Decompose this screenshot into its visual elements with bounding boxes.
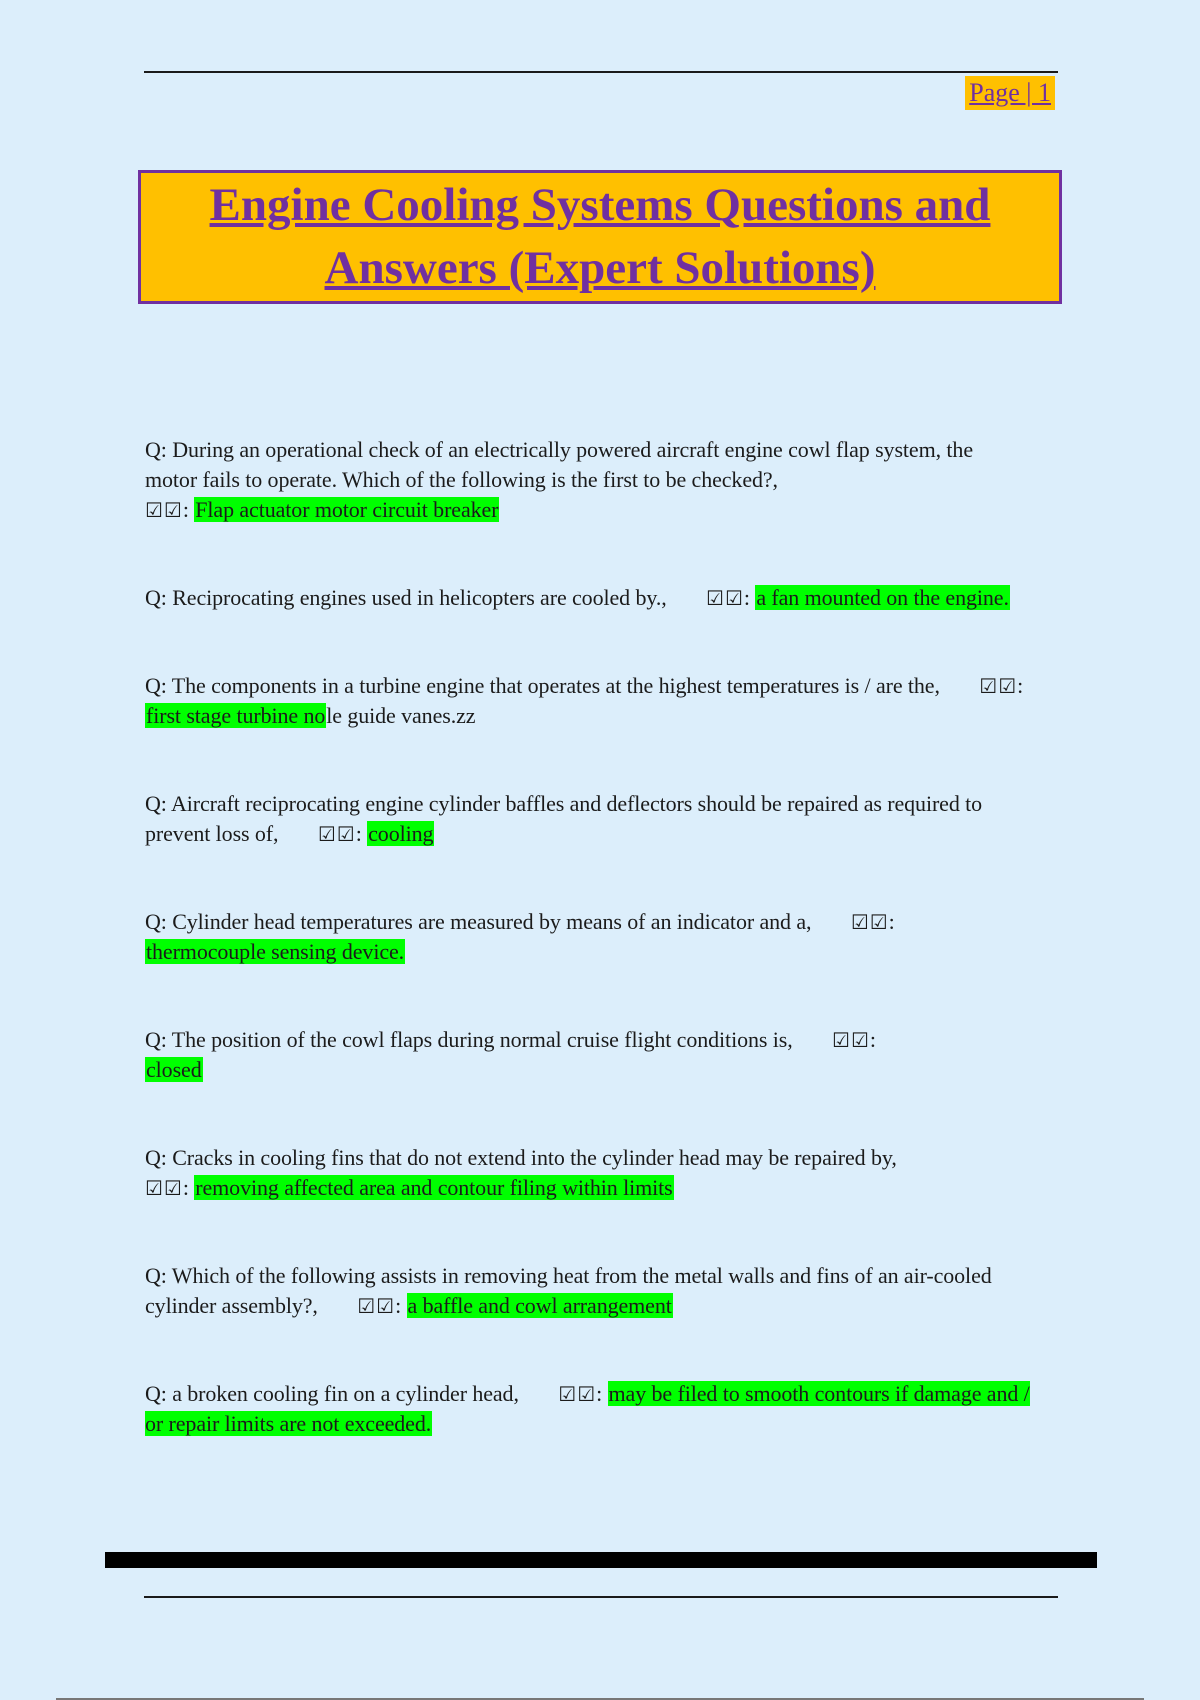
question-text: Q: a broken cooling fin on a cylinder head, [145,1381,519,1406]
question-text: Q: Cracks in cooling fins that do not extend into the cylinder head may be repaired by, [145,1145,897,1170]
qa-item [145,1261,1030,1321]
answer-separator: : [1017,673,1024,698]
double-check-icon: ☑☑ [317,822,356,846]
double-check-icon: ☑☑ [357,1294,396,1318]
question-text: Q: During an operational check of an electrically powered aircraft engine cowl flap system, the motor fails to operate. Which of the following is the first to be checked?, [145,437,973,492]
answer-separator: : [869,1027,876,1052]
answer-highlight: a fan mounted on the engine. [756,585,1009,610]
footer-rule [144,1596,1058,1598]
qa-item [145,907,1030,967]
title-banner [138,170,1062,304]
qa-list [145,435,1030,1439]
question-text: Q: Which of the following assists in removing heat from the metal walls and fins of an air-cooled cylinder assembly?, [145,1263,992,1318]
answer-separator: : [395,1293,402,1318]
qa-item [145,1379,1030,1439]
question-text: Q: Aircraft reciprocating engine cylinder baffles and deflectors should be repaired as required to prevent loss of, [145,791,983,846]
qa-item [145,789,1030,849]
section-divider [105,1552,1097,1568]
qa-item [145,583,1030,613]
answer-highlight: first stage turbine no [146,703,326,728]
header-rule [144,71,1058,73]
question-text: Q: The position of the cowl flaps during normal cruise flight conditions is, [145,1027,793,1052]
answer-highlight: removing affected area and contour filing within limits [195,1175,673,1200]
double-check-icon: ☑☑ [145,498,183,522]
double-check-icon: ☑☑ [979,674,1018,698]
answer-separator: : [182,1175,189,1200]
answer-highlight: may be filed to smooth contours if damage and / or repair limits are not exceeded. [145,1381,1030,1436]
answer-highlight: Flap actuator motor circuit breaker [195,497,499,522]
answer-highlight: thermocouple sensing device. [146,939,405,964]
qa-item [145,1143,1030,1203]
question-text: Q: Cylinder head temperatures are measured by means of an indicator and a, [145,909,812,934]
answer-separator: : [182,497,189,522]
answer-separator: : [888,909,895,934]
page-number: Page | 1 [965,76,1055,110]
answer-highlight: closed [146,1057,202,1082]
answer-tail: le guide vanes.zz [326,703,476,728]
double-check-icon: ☑☑ [558,1382,597,1406]
answer-separator: : [596,1381,603,1406]
question-text: Q: Reciprocating engines used in helicopters are cooled by., [145,585,667,610]
double-check-icon: ☑☑ [145,1176,183,1200]
answer-separator: : [355,821,362,846]
double-check-icon: ☑☑ [850,910,889,934]
answer-highlight: cooling [368,821,434,846]
document-title: Engine Cooling Systems Questions and Answers (Expert Solutions) [209,179,991,294]
double-check-icon: ☑☑ [706,586,744,610]
double-check-icon: ☑☑ [832,1028,870,1052]
qa-item [145,1025,1030,1085]
question-text: Q: The components in a turbine engine that operates at the highest temperatures is / are the, [145,673,940,698]
qa-item [145,671,1030,731]
qa-item [145,435,1030,525]
answer-separator: : [743,585,750,610]
answer-highlight: a baffle and cowl arrangement [407,1293,672,1318]
